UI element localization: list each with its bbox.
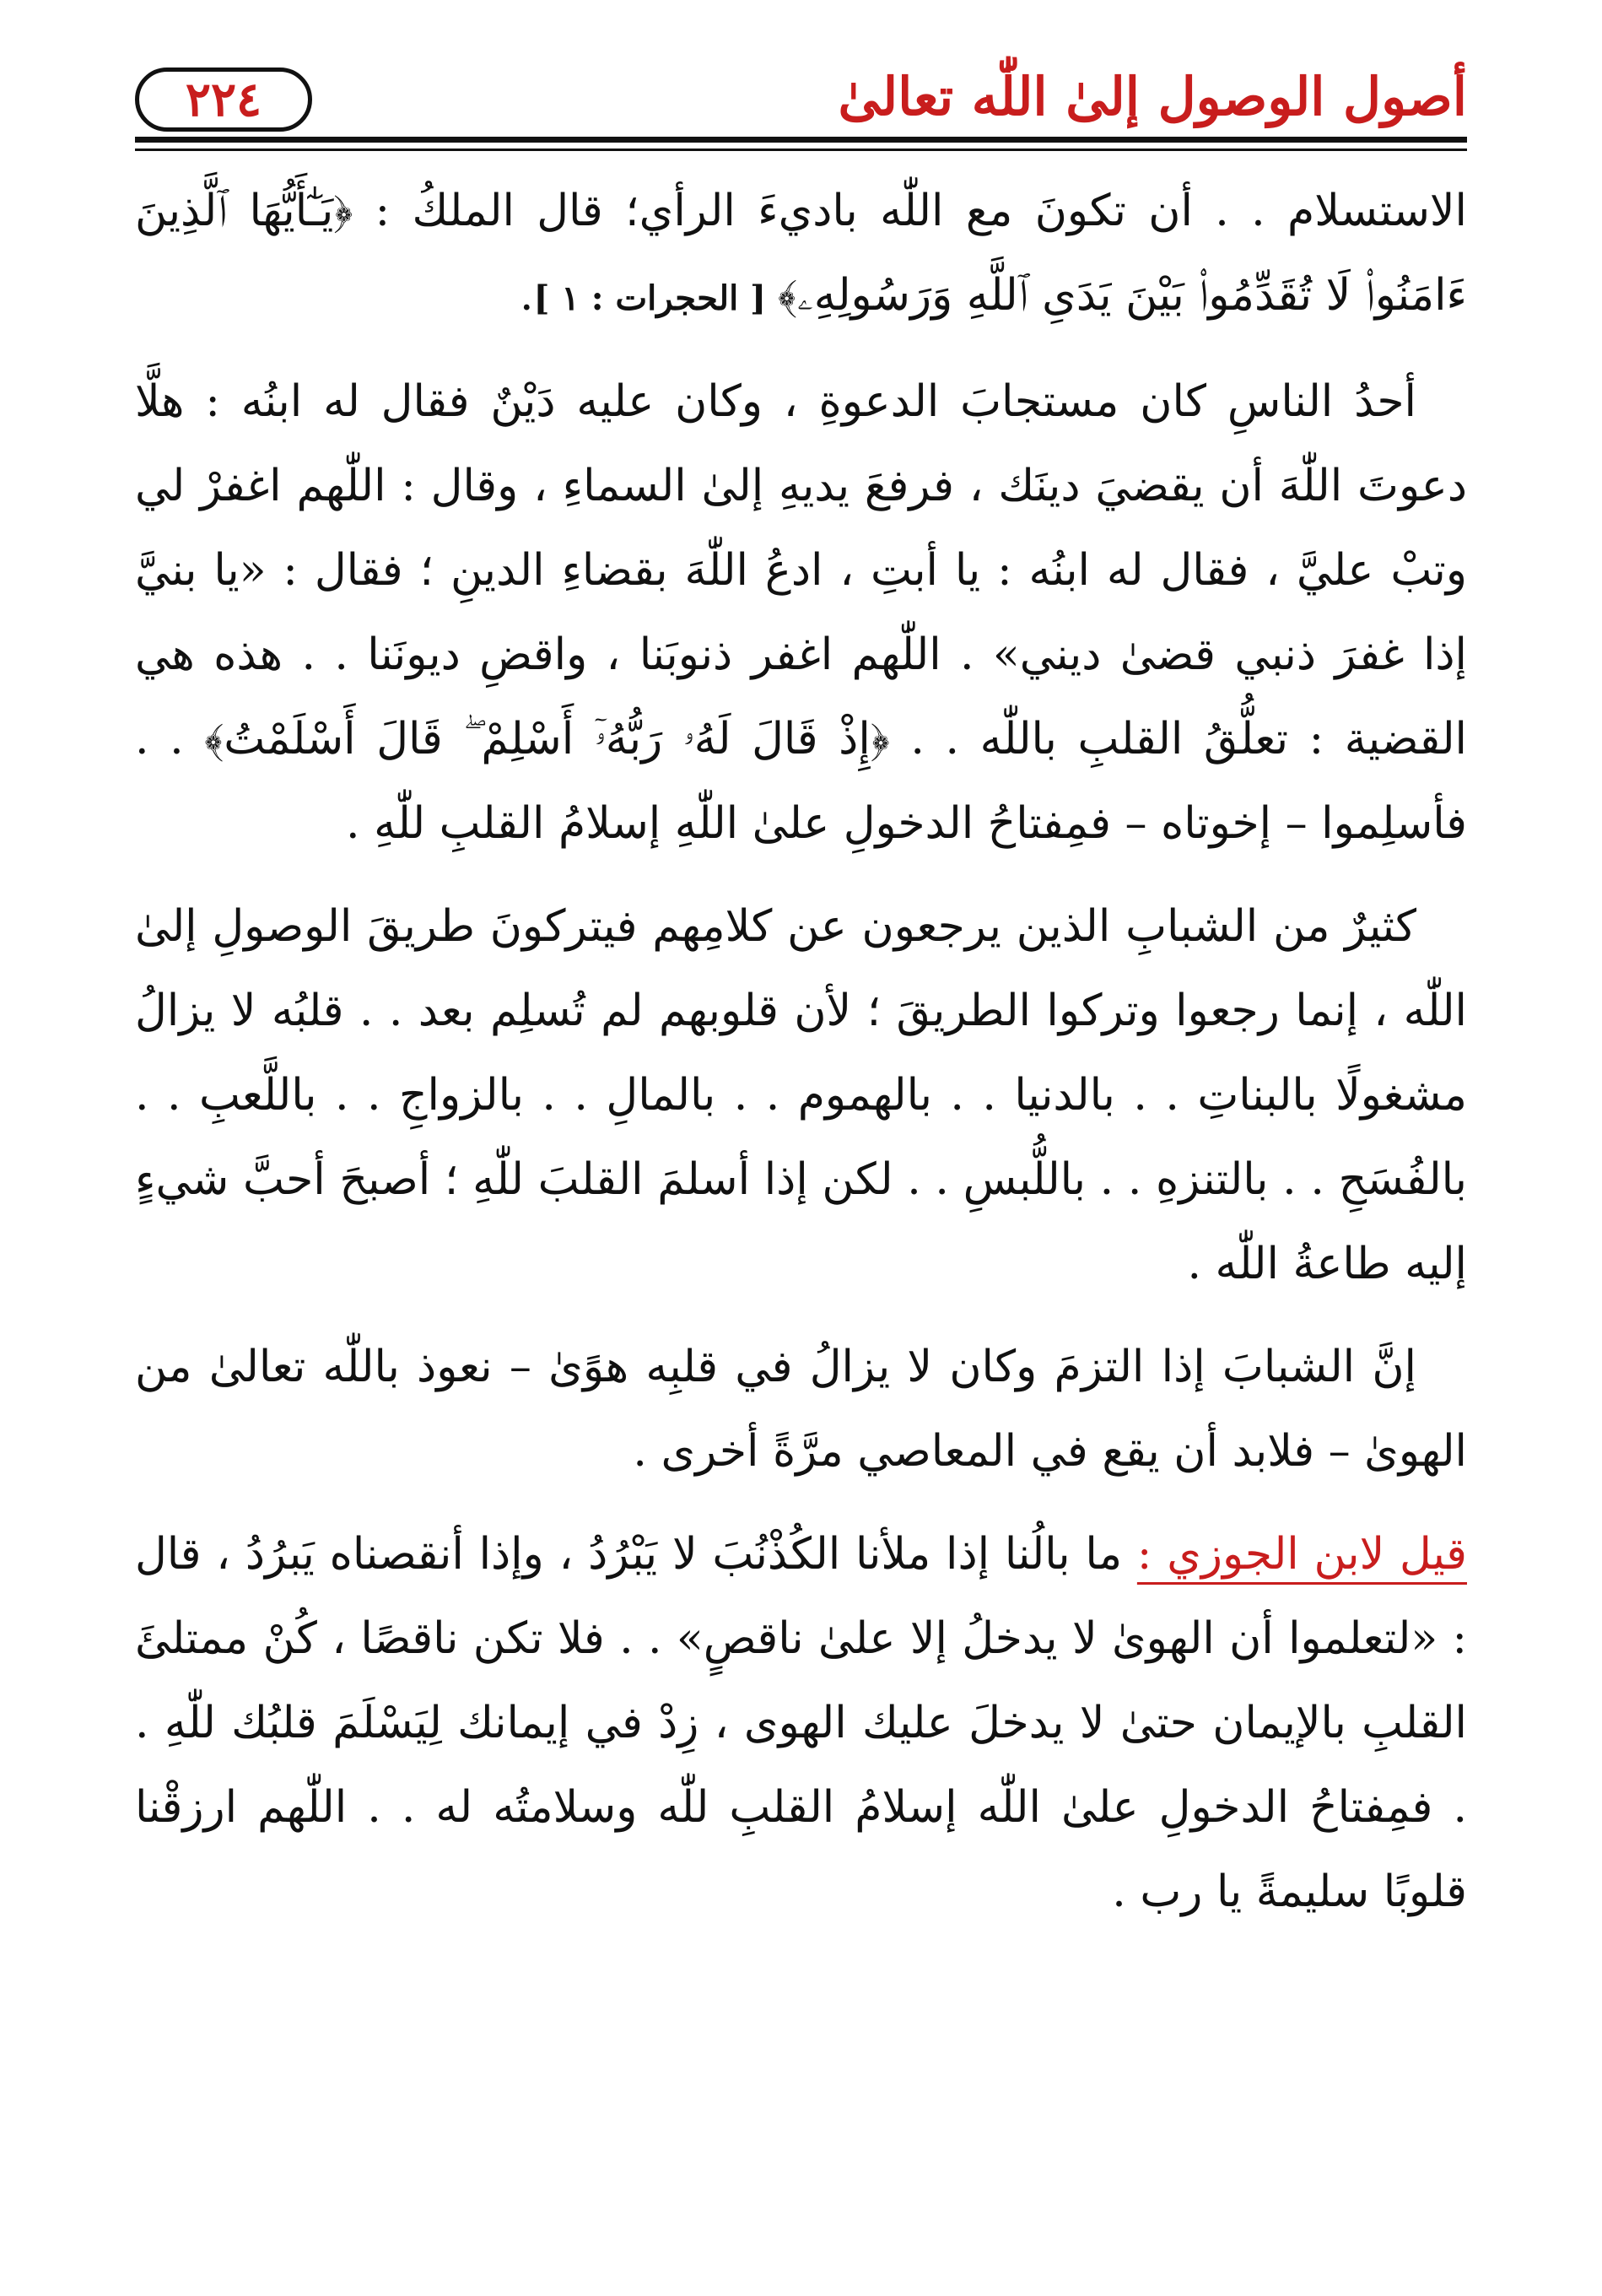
page-header [135,51,1467,143]
paragraph-5-text: ما بالُنا إذا ملأنا الكُذْنُبَ لا يَبْرُدُ ، وإذا أنقصناه يَبرُدُ ، قال : «لتعلموا أن الهوىٰ لا يدخلُ إلا علىٰ ناقصٍ» . . فلا تكن ناقصًا ، كُنْ ممتلئَ القلبِ بالإيمان حتىٰ لا يدخلَ عليك الهوى ، زِدْ في إيمانك لِيَسْلَمَ قلبُك للّٰهِ . . فمِفتاحُ الدخولِ علىٰ اللّٰه إسلامُ القلبِ للّٰه وسلامتُه له . . اللّٰهم ارزقْنا قلوبًا سليمةً يا رب . [135,1529,1467,1917]
header-rule-thick [135,137,1467,143]
paragraph-5 [135,1512,1467,1934]
header-rule-thin [135,149,1467,151]
paragraph-2-text: أحدُ الناسِ كان مستجابَ الدعوةِ ، وكان عليه دَيْنٌ فقال له ابنُه : هلَّا دعوتَ اللّٰهَ أن يقضيَ دينَك ، فرفعَ يديهِ إلىٰ السماءِ ، وقال : اللّٰهم اغفرْ لي وتبْ عليَّ ، فقال له ابنُه : يا أبتِ ، ادعُ اللّٰهَ بقضاءِ الدينِ ؛ فقال : «يا بنيَّ إذا غفرَ ذنبي قضىٰ ديني» . اللّٰهم اغفر ذنوبَنا ، واقضِ ديونَنا . . هذه هي القضية : تعلُّقُ القلبِ باللّٰه . . [135,376,1467,764]
paragraph-1 [135,169,1467,341]
quran-verse-1: ﴿يَـٰٓأَيُّهَا ٱلَّذِينَ ءَامَنُوا۟ لَا تُقَدِّمُوا۟ بَيْنَ يَدَىِ ٱللَّهِ وَرَسُولِهِۦ﴾ [135,186,1467,321]
paragraph-2-end: . . فأسلِموا – إخوتاه – فمِفتاحُ الدخولِ علىٰ اللّٰهِ إسلامُ القلبِ للّٰهِ . [135,714,1467,849]
page-body [135,169,1467,1953]
paragraph-1-end: . [519,270,534,321]
paragraph-3: كثيرٌ من الشبابِ الذين يرجعون عن كلامِهم فيتركونَ طريقَ الوصولِ إلىٰ اللّٰه ، إنما رجعوا وتركوا الطريقَ ؛ لأن قلوبهم لم تُسلِم بعد . . قلبُه لا يزالُ مشغولًا بالبناتِ . . بالدنيا . . بالهموم . . بالمالِ . . بالزواجِ . . باللَّعبِ . . بالفُسَحِ . . بالتنزهِ . . باللُّبسِ . . لكن إذا أسلمَ القلبَ للّٰهِ ؛ أصبحَ أحبَّ شيءٍ إليه طاعةُ اللّٰه . [135,901,1467,1289]
page-number: ٢٢٤ [135,68,312,132]
section-label: قيل لابن الجوزي : [1136,1529,1467,1580]
running-title: أصول الوصول إلىٰ اللّٰه تعالىٰ [838,66,1467,127]
paragraph-2 [135,359,1467,866]
quran-verse-2: ﴿إِذْ قَالَ لَهُۥ رَبُّهُۥٓ أَسْلِمْ ۖ قَالَ أَسْلَمْتُ﴾ [204,714,890,764]
quran-reference-1: [ الحجرات : ١ ] [533,278,779,318]
paragraph-1-text: الاستسلام . . أن تكونَ مع اللّٰه باديءَ الرأي؛ قال الملكُ : [353,186,1467,236]
paragraph-4: إنَّ الشبابَ إذا التزمَ وكان لا يزالُ في قلبِه هوًىٰ – نعوذ باللّٰه تعالىٰ من الهوىٰ – فلابد أن يقع في المعاصي مرَّةً أخرى . [135,1342,1467,1477]
